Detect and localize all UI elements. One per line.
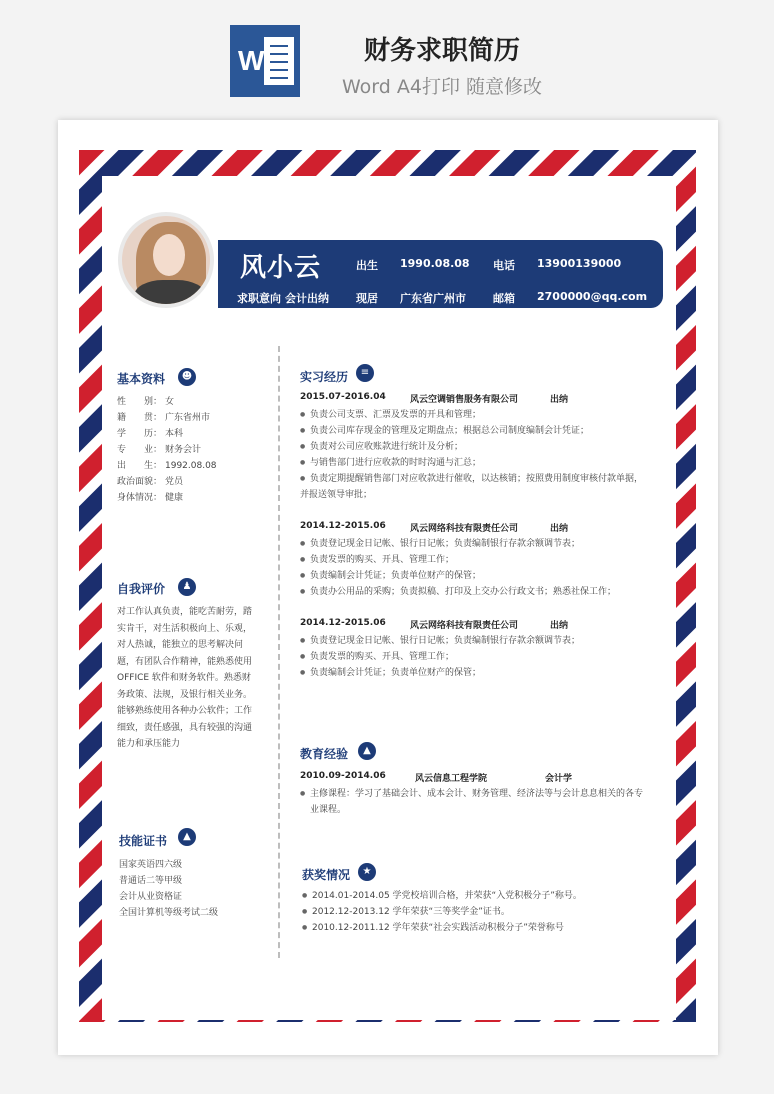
birth-value: 1990.08.08: [400, 257, 470, 270]
self-eval-line: 实肯干，对生活积极向上、乐观，: [117, 623, 253, 634]
list-item: ● 2010.12-2011.12 学年荣获“社会实践活动积极分子”荣誉称号: [302, 920, 662, 936]
job-bullets: [300, 407, 670, 503]
info-value: 党员: [165, 477, 184, 487]
skills-title: 技能证书: [119, 834, 168, 848]
job-period: 2015.07-2016.04: [300, 392, 386, 402]
info-value: 女: [165, 397, 175, 407]
list-item: ● 负责公司库存现金的管理及定期盘点；根据总公司制度编制会计凭证；: [300, 423, 670, 439]
email-label: 邮箱: [493, 292, 515, 305]
people-icon: ☻: [178, 368, 196, 386]
self-eval-title: 自我评价: [117, 582, 166, 596]
flask-icon: ▲: [178, 828, 196, 846]
job-bullets: [300, 536, 670, 600]
info-row: [117, 490, 183, 503]
column-divider: [278, 346, 280, 958]
info-value: 1992.08.08: [165, 461, 217, 471]
self-eval-line: 务政策、法规，及银行相关业务。: [117, 689, 253, 700]
self-eval-line: 能够熟练使用各种办公软件；工作: [117, 706, 253, 716]
info-key: 政治面貌：: [117, 477, 163, 487]
basic-info-title: 基本资料: [117, 372, 166, 386]
awards-list: [302, 888, 662, 936]
job-company: 风云空调销售服务有限公司: [410, 395, 519, 405]
list-item: ● 负责登记现金日记帐、银行日记帐；负责编制银行存款余额调节表；: [300, 633, 670, 649]
info-row: [117, 474, 183, 487]
job-period: 2014.12-2015.06: [300, 618, 386, 628]
person-icon: ♟: [178, 578, 196, 596]
email-value: 2700000@qq.com: [537, 290, 648, 303]
info-value: 广东省州市: [165, 413, 211, 423]
info-key: 身体情况：: [117, 493, 163, 503]
banner-title: 财务求职简历: [363, 36, 520, 66]
job-role: 出纳: [550, 524, 569, 534]
education-title: 教育经验: [300, 747, 349, 761]
birth-label: 出生: [356, 259, 378, 272]
job-bullets: [300, 633, 670, 681]
list-item: ● 负责编制会计凭证；负责单位财产的保管；: [300, 665, 670, 681]
candidate-name: 风小云: [240, 253, 322, 283]
list-item: ● 负责发票的购买、开具、管理工作；: [300, 649, 670, 665]
residence-value: 广东省广州市: [400, 292, 466, 305]
info-key: 籍 贯：: [117, 413, 163, 423]
skill-item: 会计从业资格证: [119, 892, 183, 902]
list-item: ● 负责公司支票、汇票及发票的开具和管理；: [300, 407, 670, 423]
self-eval-line: 能力和承压能力: [117, 739, 181, 749]
profile-photo: [118, 212, 214, 308]
info-key: 性 别：: [117, 397, 163, 407]
trophy-icon: ★: [358, 863, 376, 881]
list-item: ● 负责对公司应收账款进行统计及分析；: [300, 439, 670, 455]
job-role: 出纳: [550, 395, 569, 405]
list-item: ● 负责办公用品的采购；负责拟稿、打印及上交办公行政文书；熟悉社保工作；: [300, 584, 670, 600]
phone-label: 电话: [493, 259, 515, 272]
skill-item: 普通话二等甲级: [119, 876, 183, 886]
self-eval-line: 对工作认真负责，能吃苦耐劳，踏: [117, 607, 253, 617]
list-item: ● 与销售部门进行应收款的时时沟通与汇总；: [300, 455, 670, 471]
education-major: 会计学: [545, 774, 573, 784]
top-banner: [0, 0, 774, 110]
list-item: ● 负责登记现金日记帐、银行日记帐；负责编制银行存款余额调节表；: [300, 536, 670, 552]
list-item: ● 2012.12-2013.12 学年荣获“三等奖学金”证书。: [302, 904, 662, 920]
education-school: 风云信息工程学院: [415, 774, 488, 784]
self-eval-line: 题，有团队合作精神，能熟悉使用: [117, 656, 253, 667]
intent-value: 会计出纳: [285, 292, 329, 305]
info-key: 出 生：: [117, 461, 163, 471]
list-item: 并报送领导审批；: [300, 490, 373, 500]
skill-item: 全国计算机等级考试二级: [119, 908, 219, 918]
job-period: 2014.12-2015.06: [300, 521, 386, 531]
info-row: [117, 426, 183, 439]
banner-subtitle: Word A4打印 随意修改: [341, 76, 542, 98]
list-item: ● 负责编制会计凭证；负责单位财产的保管；: [300, 568, 670, 584]
internship-title: 实习经历: [300, 370, 349, 384]
list-item: ● 主修课程：学习了基础会计、成本会计、财务管理、经济法等与会计息息相关的各专 业课程。: [300, 786, 670, 818]
job-company: 风云网络科技有限责任公司: [410, 621, 519, 631]
job-role: 出纳: [550, 621, 569, 631]
list-icon: ≡: [356, 364, 374, 382]
job-company: 风云网络科技有限责任公司: [410, 524, 519, 534]
info-key: 专 业：: [117, 445, 163, 455]
word-logo-icon: W: [230, 25, 300, 97]
awards-title: 获奖情况: [302, 868, 351, 882]
phone-value: 13900139000: [537, 257, 622, 270]
info-row: [117, 442, 201, 455]
skill-item: 国家英语四六级: [119, 860, 183, 870]
self-eval-line: 细致，责任感强，具有较强的沟通: [117, 722, 253, 733]
residence-label: 现居: [356, 292, 378, 305]
info-row: [117, 458, 217, 471]
self-eval-line: 对人热诚，能独立的思考解决问: [117, 640, 244, 650]
education-bullets: [300, 786, 670, 818]
education-period: 2010.09-2014.06: [300, 771, 386, 781]
list-item: ● 2014.01-2014.05 学党校培训合格，并荣获“入党积极分子”称号。: [302, 888, 662, 904]
info-key: 学 历：: [117, 429, 163, 439]
list-item: ● 负责定期提醒销售部门对应收款进行催收，以达核销；按照费用制度审核付款单据，: [300, 471, 670, 487]
info-row: [117, 410, 210, 423]
graduation-cap-icon: ▲: [358, 742, 376, 760]
self-eval-line: OFFICE 软件和财务软件。熟悉财: [117, 673, 251, 683]
list-item: ● 负责发票的购买、开具、管理工作；: [300, 552, 670, 568]
info-row: [117, 394, 174, 407]
info-value: 健康: [165, 493, 184, 503]
info-value: 本科: [165, 429, 184, 439]
intent-label: 求职意向: [237, 292, 281, 305]
info-value: 财务会计: [165, 445, 202, 455]
